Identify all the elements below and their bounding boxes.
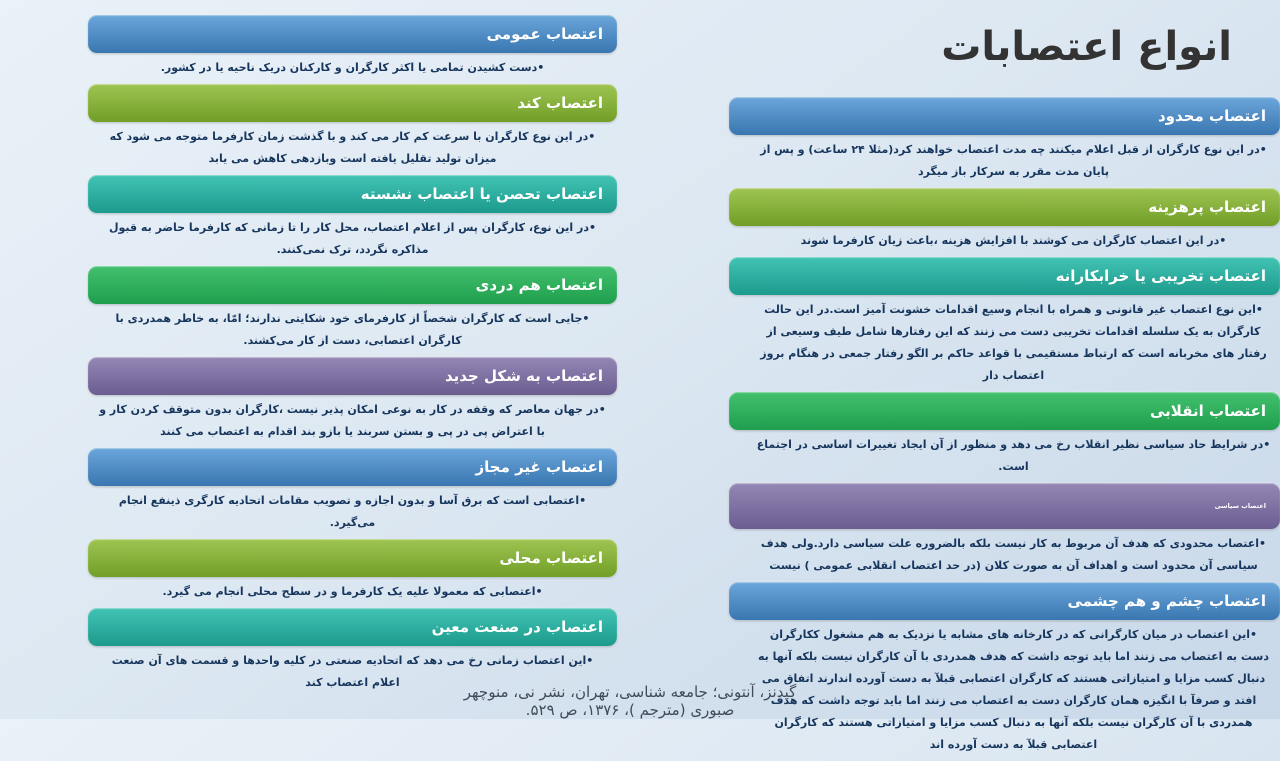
- strike-description: •در جهان معاصر که وقفه در کار به نوعی امکان پذیر نیست ،کارگران بدون متوقف کردن کار و با اعتراض پی در پی و بستن سربند یا بازو بند اقدام به اعتصاب می کنند: [99, 403, 606, 438]
- strike-label: اعتصاب غیر مجاز: [475, 458, 603, 476]
- strike-item-local: [88, 539, 617, 603]
- strike-header-limited: [729, 97, 1280, 135]
- strike-header-rivalry: [729, 582, 1280, 620]
- strike-item-limited: [747, 97, 1280, 183]
- strike-label: اعتصاب تحصن یا اعتصاب نشسته: [360, 185, 603, 203]
- strike-item-rivalry: [747, 582, 1280, 756]
- strike-item-general: [88, 15, 617, 79]
- strike-header-general: [88, 15, 617, 53]
- strike-description: •در شرایط حاد سیاسی نظیر انقلاب رخ می دهد و منظور از آن ایجاد تغییرات اساسی در اجتماع است.: [756, 438, 1271, 473]
- strike-description: •اعتصابی است که برق آسا و بدون اجازه و تصویب مقامات اتحادیه کارگری ذینفع انجام می‌گیرد.: [118, 494, 587, 529]
- strike-header-sympathy: [88, 266, 617, 304]
- strike-label: اعتصاب کند: [517, 94, 603, 112]
- strike-header-industry: [88, 608, 617, 646]
- left-column: [88, 15, 617, 699]
- strike-header-costly: [729, 188, 1280, 226]
- strike-label: اعتصاب انقلابی: [1150, 402, 1266, 420]
- strike-header-local: [88, 539, 617, 577]
- strike-item-sympathy: [88, 266, 617, 352]
- strike-item-political: [747, 483, 1280, 577]
- strike-label: اعتصاب پرهزینه: [1148, 198, 1266, 216]
- strike-item-unauthorized: [88, 448, 617, 534]
- strike-description: •این اعتصاب در میان کارگرانی که در کارخانه های مشابه یا نزدیک به هم مشغول ککارگران دست به اعتصاب می زنند اما باید توجه داشت که هدف همدردی با آن کارگران نیست بلکه آنها به دنبال کسب مزایا و امتیازاتی هستند که کارگران اعتصابی قبلآ به دست آورده اندارند اتفاق می افتد و صرفآ با انگیزه همان کارگران دست به اعتصاب می زنند اما باید توجه داشت که هدف همدردی با آن کارگران نیست بلکه آنها به دنبال کسب مزایا و امتیازاتی هستند که کارگران اعتصابی قبلآ به دست آورده اند: [757, 628, 1269, 751]
- strike-item-sit-in: [88, 175, 617, 261]
- strike-description: •دست کشیدن تمامی یا اکثر کارگران و کارکنان دریک ناحیه یا در کشور.: [160, 61, 545, 74]
- strike-label: اعتصاب عمومی: [486, 25, 603, 43]
- strike-item-costly: [747, 188, 1280, 252]
- strike-item-destructive: [747, 257, 1280, 387]
- strike-item-revolutionary: [747, 392, 1280, 478]
- citation-line-1: گیدنز، آنتونی؛ جامعه شناسی، تهران، نشر نی، منوچهر: [463, 683, 797, 701]
- strike-header-sit-in: [88, 175, 617, 213]
- strike-item-new-form: [88, 357, 617, 443]
- strike-label: اعتصاب محدود: [1157, 107, 1266, 125]
- strike-label: اعتصاب هم دردی: [475, 276, 603, 294]
- strike-header-unauthorized: [88, 448, 617, 486]
- strike-header-destructive: [729, 257, 1280, 295]
- strike-label: اعتصاب چشم و هم چشمی: [1067, 592, 1266, 610]
- strike-description: •در این نوع کارگران با سرعت کم کار می کند و با گذشت زمان کارفرما متوجه می شود که میزان تولید تقلیل یافته است وبازدهی کاهش می یابد: [109, 130, 596, 165]
- strike-item-slowdown: [88, 84, 617, 170]
- strike-description: •در این نوع، کارگران پس از اعلام اعتصاب، محل کار را تا زمانی که کارفرما حاضر به قبول مذاکره نگردد، ترک نمی‌کنند.: [108, 221, 597, 256]
- strike-header-political: [729, 483, 1280, 529]
- strike-description: •این اعتصاب زمانی رخ می دهد که اتحادیه صنعتی در کلیه واحدها و قسمت های آن صنعت اعلام اعتصاب کند: [111, 654, 594, 689]
- strike-label: اعتصاب تخریبی یا خرابکارانه: [1055, 267, 1266, 285]
- strike-description: •این نوع اعتصاب غیر قانونی و همراه با انجام وسیع اقدامات خشونت آمیز است.در این حالت کارگران به یک سلسله اقدامات تخریبی دست می زنند که این رفتارها شامل طیف وسیعی از رفتار های مخربانه است که ارتباط مستقیمی با قواعد حاکم بر الگو رفتار جمعی در هنگام بروز اعتصاب دار: [760, 303, 1267, 382]
- strike-item-industry: [88, 608, 617, 694]
- strike-header-revolutionary: [729, 392, 1280, 430]
- citation: [330, 683, 930, 719]
- strike-description: •اعتصاب محدودی که هدف آن مربوط به کار نیست بلکه بالضروره علت سیاسی دارد.ولی هدف سیاسی آن محدود است و اهداف آن به صورت کلان (در حد اعتصاب انقلابی عمومی ) نیست: [760, 537, 1267, 572]
- strike-label: اعتصاب سیاسی: [1214, 502, 1266, 510]
- strike-description: •جایی است که کارگران شخصاً از کارفرمای خود شکایتی ندارند؛ امّا، به خاطر همدردی با کارگران اعتصابی، دست از کار می‌کشند.: [115, 312, 590, 347]
- strike-header-new-form: [88, 357, 617, 395]
- page-title: انواع اعتصابات: [941, 24, 1232, 70]
- strike-description: •اعتصابی که معمولا علیه یک کارفرما و در سطح محلی انجام می گیرد.: [162, 585, 543, 598]
- strike-description: •در این اعتصاب کارگران می کوشند با افزایش هزینه ،باعث زیان کارفرما شوند: [800, 234, 1227, 247]
- strike-header-slowdown: [88, 84, 617, 122]
- strike-label: اعتصاب در صنعت معین: [431, 618, 603, 636]
- strike-label: اعتصاب به شکل جدید: [444, 367, 603, 385]
- strike-label: اعتصاب محلی: [499, 549, 603, 567]
- right-column: [747, 97, 1280, 761]
- strike-description: •در این نوع کارگران از قبل اعلام میکنند چه مدت اعتصاب خواهند کرد(مثلا ۲۴ ساعت) و پس از پایان مدت مقرر به سرکار باز میگرد: [760, 143, 1267, 178]
- citation-line-2: صبوری (مترجم )، ۱۳۷۶، ص ۵۲۹.: [525, 701, 735, 719]
